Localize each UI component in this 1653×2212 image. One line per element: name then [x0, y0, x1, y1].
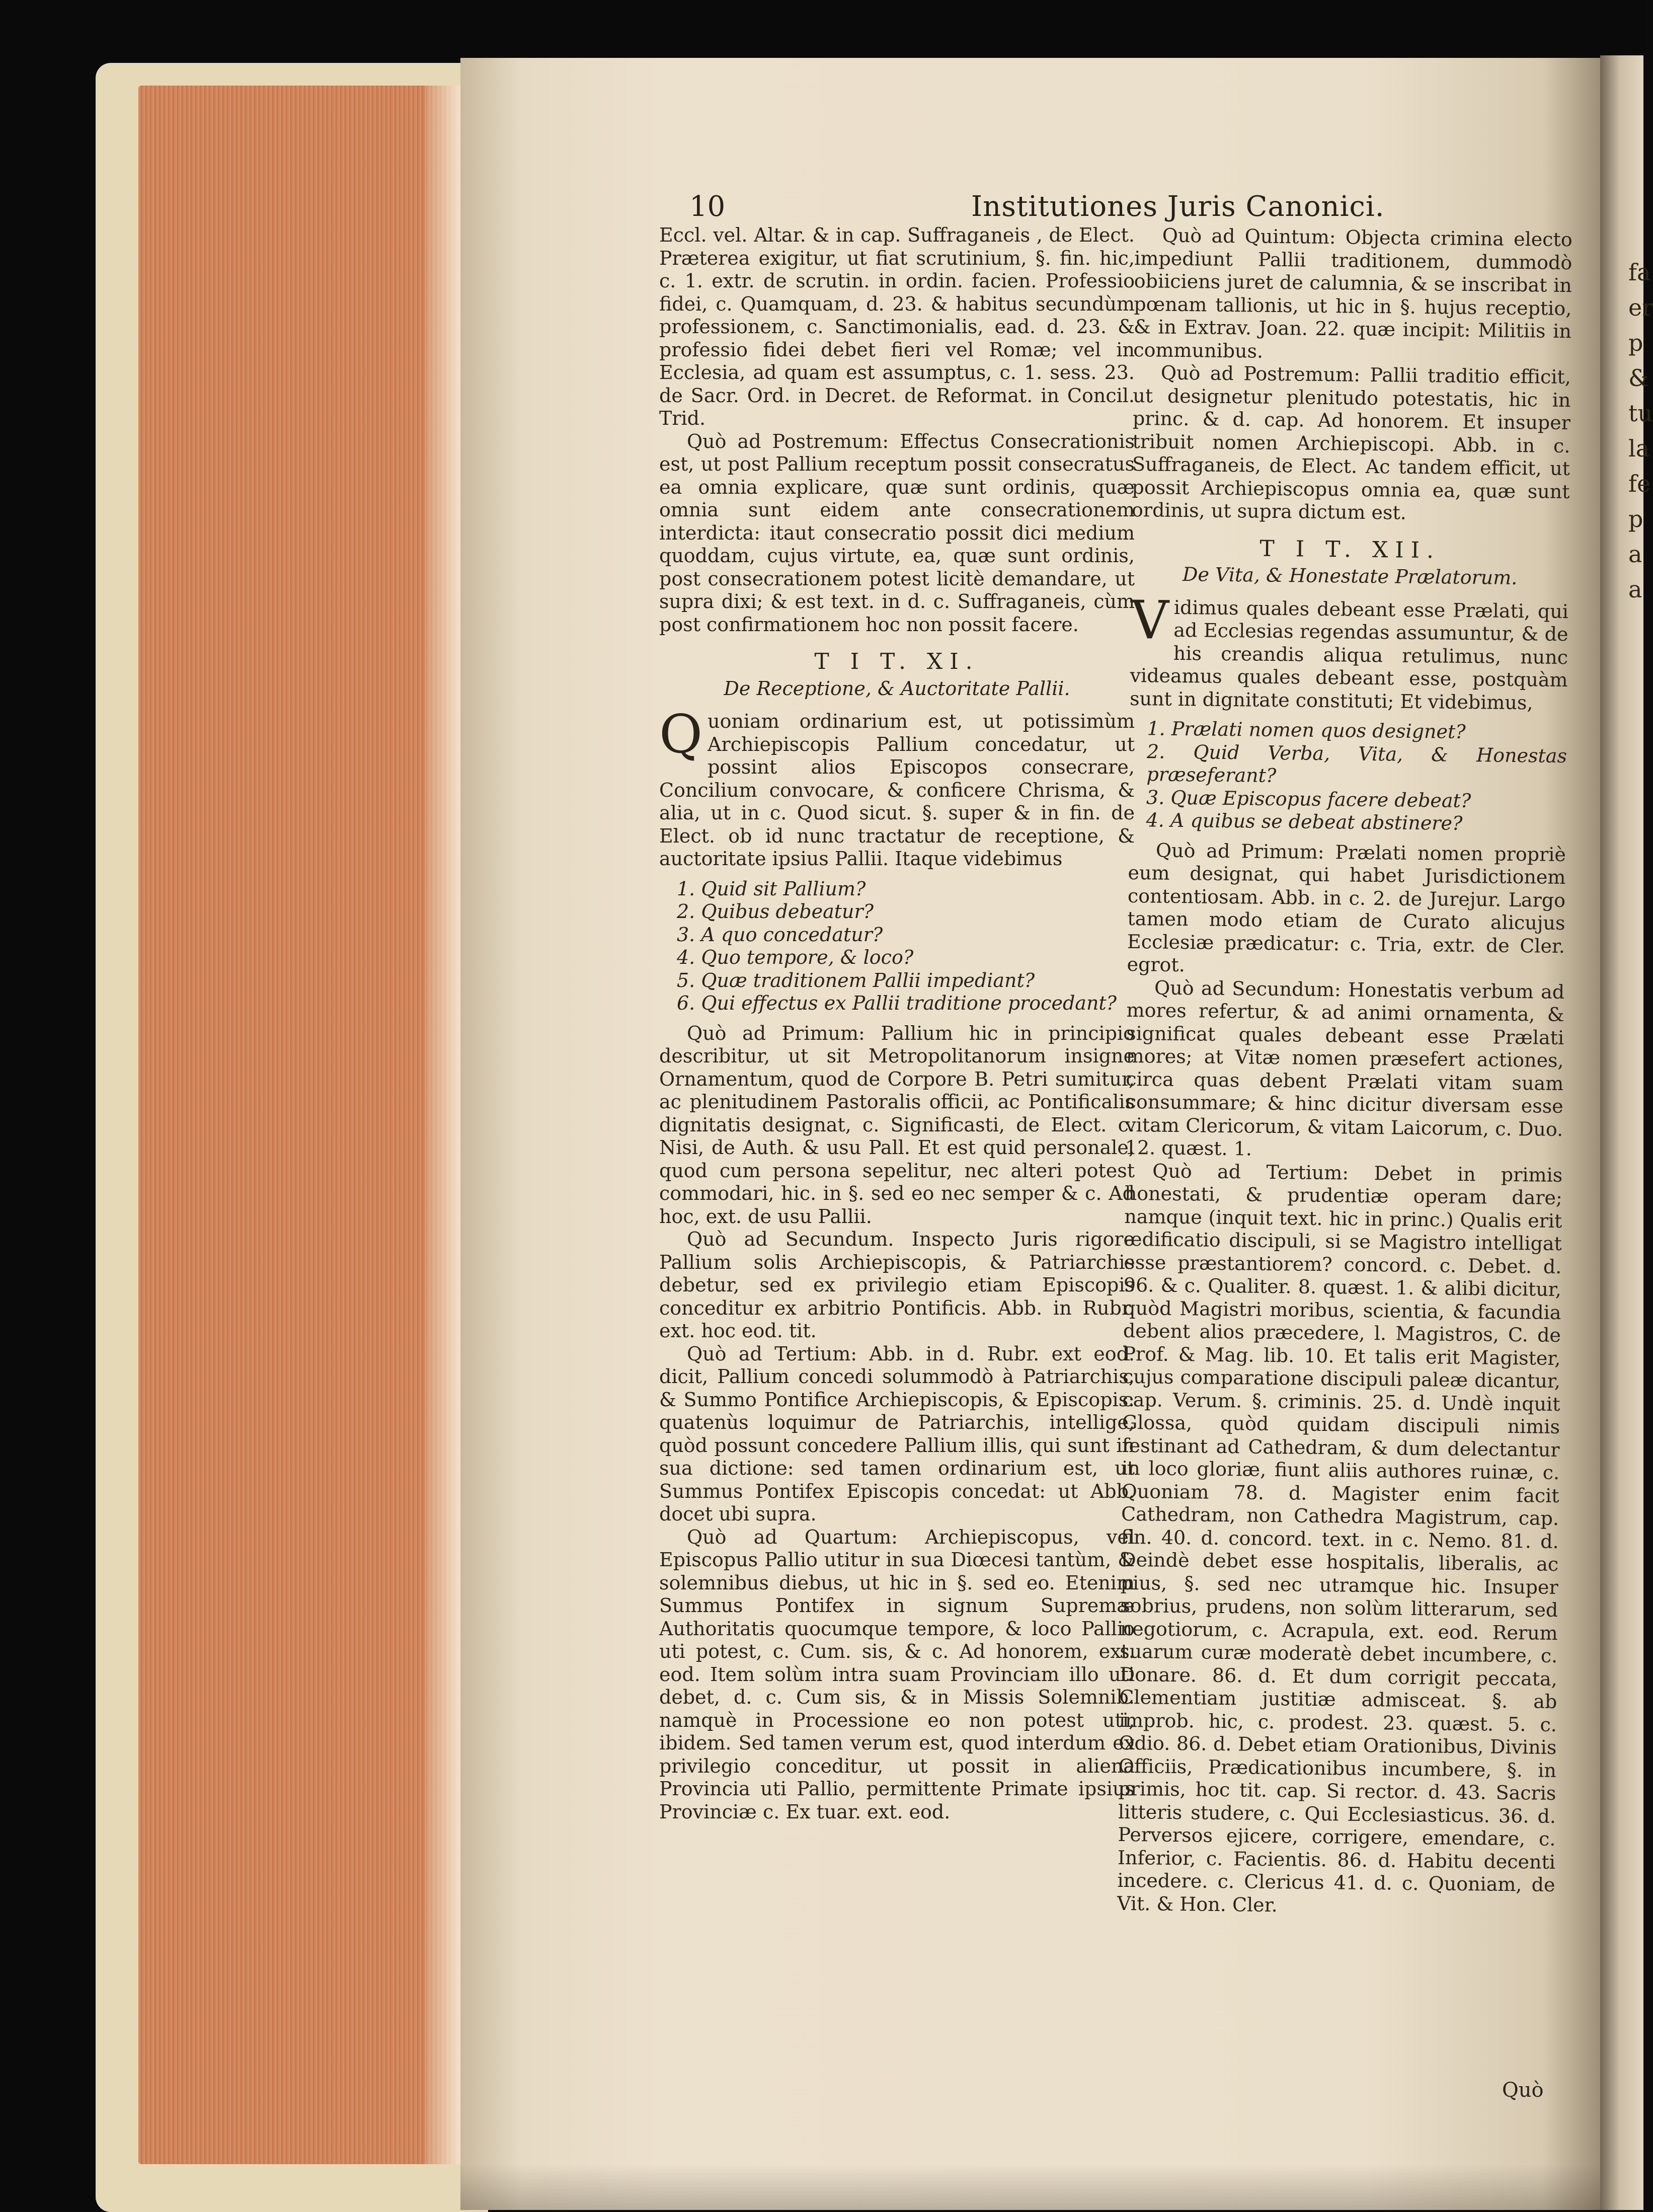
paragraph: Quò ad Secundum. Inspecto Juris rigore Pallium solis Archiepiscopis, & Patriarchis debetur, sed ex privilegio etiam Episcopis conceditur ex arbitrio Pontificis. Abb. in Rubr. ext. hoc eod. tit.: [659, 1228, 1135, 1342]
paragraph: Quò ad Secundum: Honestatis verbum ad mores refertur, & ad animi ornamenta, & significat quales debeant esse Prælati mores; at Vitæ nomen præsefert actiones, circa quas debent Prælati vitam suam consummare; & hinc dicitur diversam esse vitam Clericorum, & vitam Laicorum, c. Duo. 12. quæst. 1.: [1125, 976, 1565, 1160]
next-page-fragment: la: [1628, 435, 1650, 462]
right-column: [1117, 224, 1572, 1920]
list-item: 1. Prælati nomen quos designet?: [1147, 717, 1466, 743]
next-page-fragment: fe: [1628, 470, 1651, 497]
book-title: Institutiones Juris Canonici.: [971, 190, 1385, 223]
list-item: 6. Qui effectus ex Pallii traditione procedant?: [677, 992, 1117, 1014]
paragraph: Quò ad Primum: Pallium hic in principio describitur, ut sit Metropolitanorum insigne Ornamentum, quod de Corpore B. Petri sumitur, ac plenitudinem Pastoralis officii, ac Pontificalis dignitatis designat, c. Significasti, de Elect. c. Nisi, de Auth. & usu Pall. Et est quid personale, quod cum persona sepelitur, nec alteri potest commodari, hic. in §. sed eo nec semper & c. Ad hoc, ext. de usu Pallii.: [659, 1022, 1135, 1228]
section-subtitle: De Vita, & Honestate Prælatorum.: [1182, 563, 1518, 589]
list-item: 2. Quibus debeatur?: [677, 900, 874, 923]
page-block-edge: [138, 86, 460, 2164]
paragraph: Quò ad Tertium: Debet in primis honestati, & prudentiæ operam dare; namque (inquit text. hic in princ.) Qualis erit ædificatio discipuli, si se Magistro intelligat esse præstantiorem? concord. c. Debet. d. 96. & c. Qualiter. 8. quæst. 1. & alibi dicitur, quòd Magistri moribus, scientia, & facundia debent alios præcedere, l. Magistros, C. de Prof. & Mag. lib. 10. Et talis erit Magister, cujus comparatione discipuli paleæ dicantur, cap. Verum. §. criminis. 25. d. Undè inquit Glossa, quòd quidam discipuli nimis festinant ad Cathedram, & dum delectantur in loco gloriæ, fiunt aliis authores ruinæ, c. Quoniam 78. d. Magister enim facit Cathedram, non Cathedra Magistrum, cap. fin. 40. d. concord. text. in c. Nemo. 81. d. Deindè debet esse hospitalis, liberalis, ac pius, §. sed nec utramque hic. Insuper sobrius, prudens, non solùm litterarum, sed negotiorum, c. Acrapula, ext. eod. Rerum suarum curæ moderatè debet incumbere, c. Donare. 86. d. Et dum corrigit peccata, Clementiam justitiæ admisceat. §. ab improb. hic, c. prodest. 23. quæst. 5. c. Odio. 86. d. Debet etiam Orationibus, Divinis Officiis, Prædicationibus incumbere, §. in primis, hoc tit. cap. Si rector. d. 43. Sacris litteris studere, c. Qui Ecclesiasticus. 36. d. Perversos ejicere, corrigere, emendare, c. Inferior, c. Facientis. 86. d. Habitu decenti incedere. c. Clericus 41. d. c. Quoniam, de Vit. & Hon. Cler.: [1117, 1159, 1563, 1916]
list-item: 5. Quæ traditionem Pallii impediant?: [677, 969, 1035, 991]
next-page-edge: [1600, 55, 1653, 2210]
next-page-fragment: p: [1628, 505, 1643, 532]
section-subtitle: De Receptione, & Auctoritate Pallii.: [724, 677, 1070, 700]
question-list: [659, 878, 1135, 1015]
list-item: 4. A quibus se debeat abstinere?: [1146, 809, 1463, 834]
paragraph: Quò ad Postremum: Effectus Consecrationis est, ut post Pallium receptum possit consecratus ea omnia explicare, quæ sunt ordinis, quæ omnia sunt eidem ante consecrationem interdicta: itaut consecratio possit dici medium quoddam, cujus virtute, ea, quæ sunt ordinis, post consecrationem potest licitè demandare, ut supra dixi; & est text. in d. c. Suffraganeis, cùm post confirmationem hoc non possit facere.: [659, 430, 1135, 636]
page-number: 10: [689, 190, 726, 223]
next-page-fragment: &: [1628, 364, 1649, 392]
paragraph: Quò ad Primum: Prælati nomen propriè eum designat, qui habet Jurisdictionem contentiosam. Abb. in c. 2. de Jurejur. Largo tamen modo etiam de Curato alicujus Ecclesiæ prædicatur: c. Tria, extr. de Cler. egrot.: [1127, 839, 1566, 976]
next-page-fragment: p: [1628, 329, 1643, 356]
list-item: 1. Quid sit Pallium?: [677, 877, 866, 900]
next-page-fragment: tu: [1628, 400, 1653, 427]
paragraph: Eccl. vel. Altar. & in cap. Suffraganeis , de Elect. Præterea exigitur, ut fiat scrutinium, §. fin. hic, c. 1. extr. de scrutin. in ordin. facien. Professio fidei, c. Quamquam, d. 23. & habitus secundùm professionem, c. Sanctimonialis, ead. d. 23. & professio fidei debet fieri vel Romæ; vel in Ecclesia, ad quam est assumptus, c. 1. sess. 23. de Sacr. Ord. in Decret. de Reformat. in Concil. Trid.: [659, 224, 1135, 429]
list-item: 2. Quid Verba, Vita, & Honestas præseferant?: [1146, 740, 1567, 787]
paragraph: Quò ad Quartum: Archiepiscopus, vel Episcopus Pallio utitur in sua Diœcesi tantùm, & solemnibus diebus, ut hic in §. sed eo. Etenim Summus Pontifex in signum Supremæ Authoritatis quocumque tempore, & loco Pallio uti potest, c. Cum. sis, & c. Ad honorem, ext. eod. Item solùm intra suam Provinciam illo uti debet, d. c. Cum sis, & in Missis Solemnib. namquè in Processione eo non potest uti, ibidem. Sed tamen verum est, quod interdum ex privilegio conceditur, ut possit in aliena Provincia uti Pallio, permittente Primate ipsius Provinciæ c. Ex tuar. ext. eod.: [659, 1525, 1135, 1823]
paragraph: Quò ad Quintum: Objecta crimina electo impediunt Pallii traditionem, dummodò obiiciens juret de calumnia, & se inscribat in pœnam tallionis, ut hic in §. hujus receptio, & in Extrav. Joan. 22. quæ incipit: Militiis in communibus.: [1133, 224, 1572, 362]
next-page-fragment: er: [1628, 294, 1653, 321]
running-head: [689, 190, 1595, 225]
paragraph: Quò ad Tertium: Abb. in d. Rubr. ext eod. dicit, Pallium concedi solummodò à Patriarchis, & Summo Pontifice Archiepiscopis, & Episcopis: quatenùs loquimur de Patriarchis, intellige, quòd possunt concedere Pallium illis, qui sunt in sua dictione: sed tamen ordinarium est, ut Summus Pontifex Episcopis concedat: ut Abb. docet ubi supra.: [659, 1342, 1135, 1525]
next-page-fragment: a: [1628, 576, 1642, 603]
page-shadow: [460, 2164, 1600, 2210]
section-title: T I T. XII.: [1260, 536, 1441, 563]
question-list: [1128, 717, 1567, 836]
list-item: 4. Quo tempore, & loco?: [677, 946, 914, 968]
paragraph: Vidimus quales debeant esse Prælati, qui ad Ecclesias regendas assumuntur, & de his creandis aliqua retulimus, nunc videamus quales debeant esse, postquàm sunt in dignitate constituti; Et videbimus,: [1129, 589, 1569, 714]
next-page-fragment: fa: [1628, 259, 1651, 286]
left-column: [659, 224, 1135, 1823]
next-page-fragment: a: [1628, 541, 1642, 568]
list-item: 3. Quæ Episcopus facere debeat?: [1146, 786, 1471, 812]
list-item: 3. A quo concedatur?: [677, 923, 883, 946]
paragraph: Quò ad Postremum: Pallii traditio efficit, ut designetur plenitudo potestatis, hic in princ. & d. cap. Ad honorem. Et insuper tribuit nomen Archiepiscopi. Abb. in c. Suffraganeis, de Elect. Ac tandem efficit, ut possit Archiepiscopus omnia ea, quæ sunt ordinis, ut supra dictum est.: [1131, 361, 1571, 524]
catchword: Quò: [1502, 2079, 1544, 2102]
paragraph: Quoniam ordinarium est, ut potissimùm Archiepiscopis Pallium concedatur, ut possint alios Episcopos consecrare, Concilium convocare, & conficere Chrisma, & alia, ut in c. Quod sicut. §. super & in fin. de Elect. ob id nunc tractatur de receptione, & auctoritate ipsius Pallii. Itaque videbimus: [659, 704, 1135, 870]
section-title: T I T. XI.: [814, 649, 980, 674]
